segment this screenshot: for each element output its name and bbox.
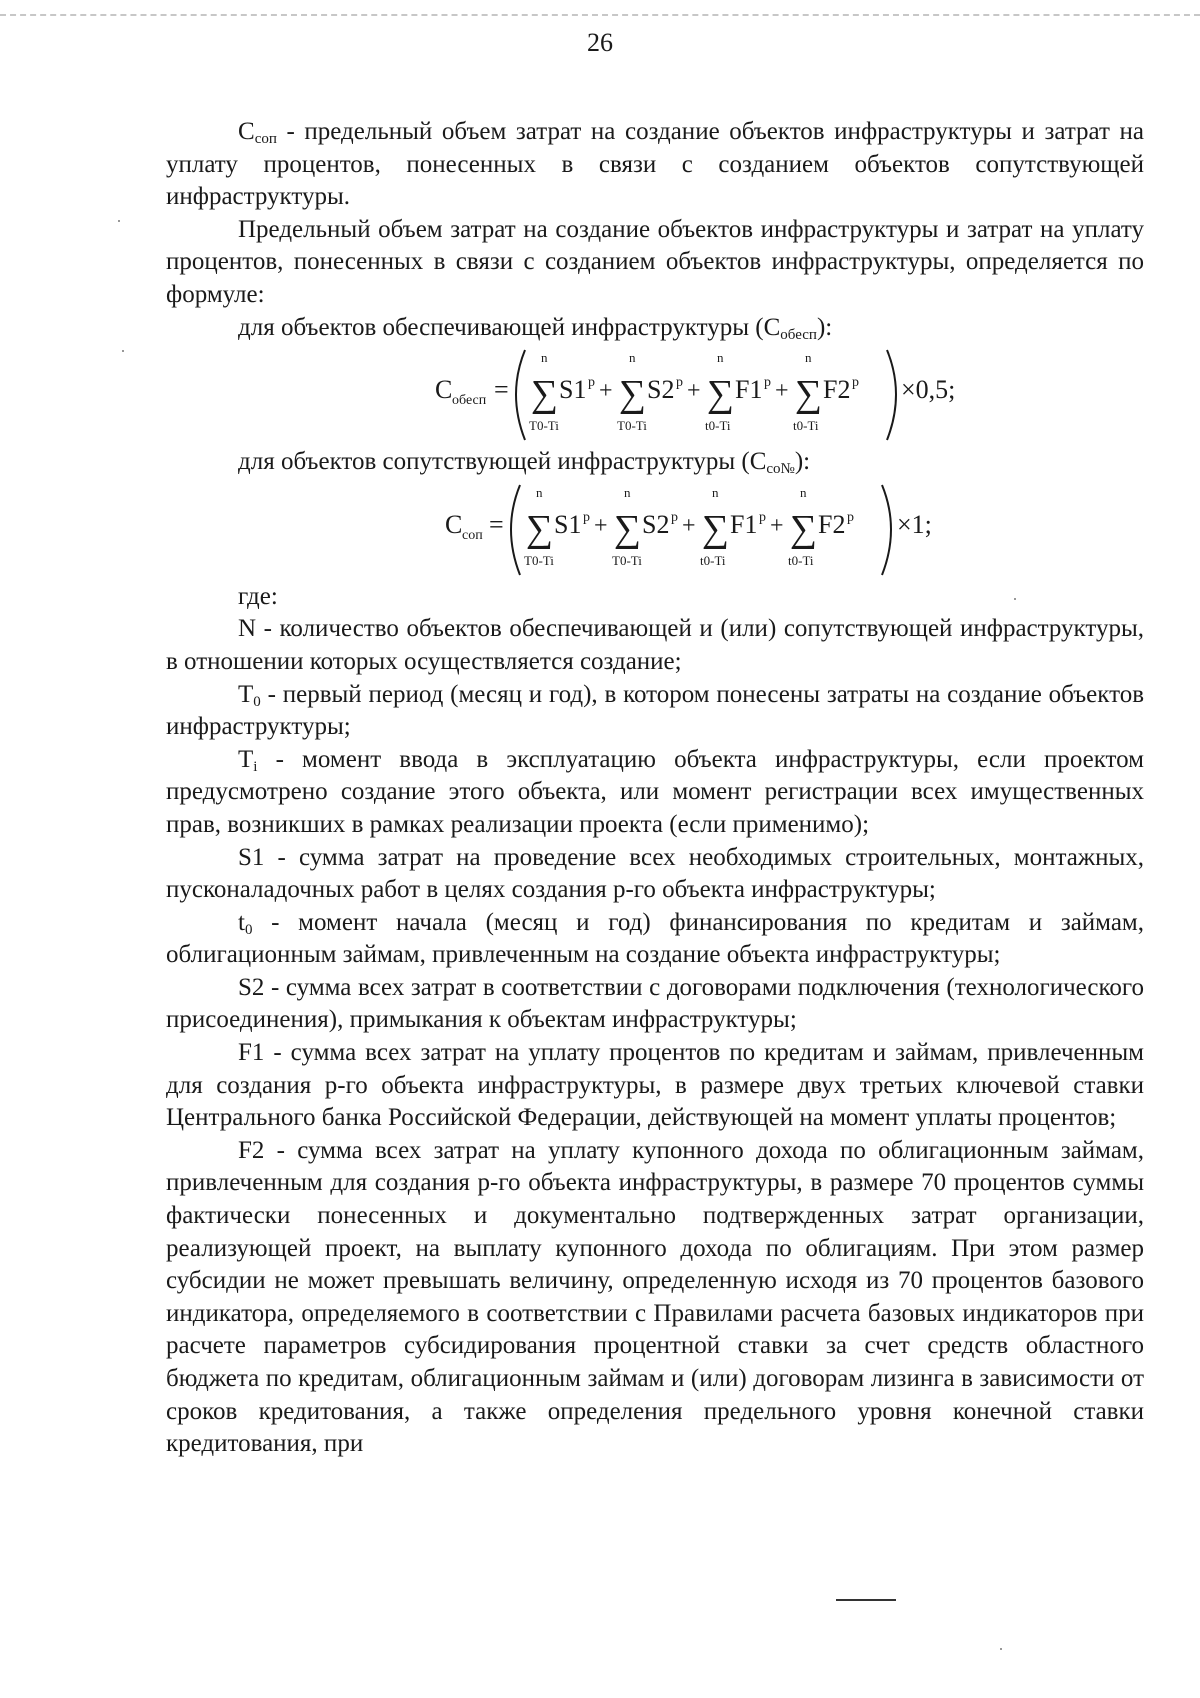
definition-text: - момент начала (месяц и год) финансирования по кредитам и займам, облигационным займам, привлеченным на создание объекта инфраструктуры;: [166, 908, 1144, 969]
sum-lower-limit: t0-Ti: [705, 418, 731, 434]
formula-left-paren: [511, 485, 520, 575]
formula-lhs: C: [445, 509, 463, 539]
sum-variable: S2: [642, 509, 670, 539]
definition-text: - момент ввода в эксплуатацию объекта инфраструктуры, если проектом предусмотрено создание этого объекта, или момент регистрации всех имущественных прав, возникших в рамках реализации проекта (если применимо);: [166, 745, 1144, 838]
definition-symbol: t: [238, 908, 245, 936]
definition-symbol: S1: [238, 843, 265, 871]
definition-symbol: N: [238, 615, 257, 643]
label-obesp: [166, 312, 1144, 345]
sum-lower-limit: t0-Ti: [700, 552, 726, 568]
scan-speck: [118, 220, 120, 222]
plus-sign: +: [775, 378, 789, 405]
definition-item: [166, 613, 1144, 678]
sum-variable-superscript: p: [852, 375, 859, 391]
definition-item: [166, 842, 1144, 907]
plus-sign: +: [687, 378, 701, 405]
definition-symbol: F1: [238, 1039, 265, 1067]
formula-obesp-svg: [435, 346, 955, 444]
formula-intro-paragraph: Предельный объем затрат на создание объектов инфраструктуры и затрат на уплату процентов, понесенных в связи с созданием объектов инфраструктуры, определяется по формуле:: [166, 215, 1144, 308]
sum-variable: F2: [823, 375, 851, 405]
scan-speck: [1000, 1648, 1002, 1650]
label-obesp-tail: ):: [816, 313, 833, 341]
sum-lower-limit: T0-Ti: [612, 552, 642, 568]
definition-symbol-subscript: 0: [253, 693, 261, 710]
definition-item: [166, 972, 1144, 1037]
definition-text: - количество объектов обеспечивающей и (или) сопутствующей инфраструктуры, в отношении которых осуществляется создание;: [166, 615, 1144, 675]
definition-symbol-subscript: i: [253, 758, 258, 775]
definition-item: [166, 1037, 1144, 1135]
sum-lower-limit: t0-Ti: [793, 418, 819, 434]
formula-sop: [246, 479, 1144, 581]
sum-lower-limit: T0-Ti: [617, 418, 647, 434]
sum-upper-limit: n: [805, 350, 812, 366]
sum-upper-limit: n: [717, 350, 724, 366]
definition-text: - сумма всех затрат на уплату купонного дохода по облигационным займам, привлеченным для создания p-го объекта инфраструктуры, в размере 70 процентов суммы фактически понесенных и документально подтвержденных затрат организации, реализующей проект, на выплату купонного дохода по облигациям. При этом размер субсидии не может превышать величину, определенную исходя из 70 процентов базового индикатора, определяемого в соответствии с Правилами расчета базовых индикаторов при расчете параметров субсидирования процентной ставки за счет средств областного бюджета по кредитам, облигационным займам и (или) договорам лизинга в зависимости от сроков кредитования, а также определения предельного уровня конечной ставки кредитования, при: [166, 1136, 1144, 1458]
definition-text: - сумма затрат на проведение всех необходимых строительных, монтажных, пусконаладочных работ в целях создания p-го объекта инфраструктуры;: [166, 843, 1144, 904]
where-label: где:: [238, 582, 278, 610]
sum-upper-limit: n: [800, 484, 807, 500]
plus-sign: +: [682, 512, 696, 539]
sum-sign: ∑: [526, 507, 554, 550]
formula-obesp: [246, 344, 1144, 446]
formula-multiplier: ×1;: [897, 509, 932, 539]
sum-upper-limit: n: [629, 350, 636, 366]
sum-sign: ∑: [790, 507, 818, 550]
formula-lhs-subscript: соп: [462, 527, 483, 543]
sum-variable-superscript: p: [764, 375, 771, 391]
formula-multiplier: ×0,5;: [901, 375, 956, 405]
csop-symbol: C: [238, 118, 255, 145]
formula-terms: [524, 485, 854, 568]
definition-symbol: T: [238, 745, 254, 773]
sum-upper-limit: n: [712, 484, 719, 500]
label-sop-text: для объектов сопутствующей инфраструктуры (C: [238, 448, 767, 476]
sum-sign: ∑: [707, 373, 735, 416]
formula-terms: [529, 350, 859, 433]
sum-lower-limit: T0-Ti: [524, 552, 554, 568]
definition-text: - сумма всех затрат в соответствии с договорами подключения (технологического присоединения), примыкания к объектам инфраструктуры;: [166, 973, 1144, 1034]
sum-variable-superscript: p: [671, 509, 678, 525]
sum-variable: S2: [647, 375, 675, 405]
plus-sign: +: [599, 378, 613, 405]
page-number: 26: [587, 28, 613, 57]
sum-variable-superscript: p: [847, 509, 854, 525]
csop-symbol-subscript: соп: [254, 131, 277, 147]
label-sop-subscript: со№: [766, 461, 795, 478]
label-sop: [166, 446, 1144, 479]
sum-variable: F1: [735, 375, 763, 405]
sum-variable: F1: [730, 509, 758, 539]
definition-text: - первый период (месяц и год), в котором понесены затраты на создание объектов инфраструктуры;: [166, 680, 1144, 741]
sum-lower-limit: t0-Ti: [788, 552, 814, 568]
label-obesp-subscript: обесп: [780, 326, 817, 343]
definition-symbol: F2: [238, 1136, 265, 1164]
definition-symbol-subscript: 0: [244, 921, 253, 938]
definition-text: - сумма всех затрат на уплату процентов по кредитам и займам, привлеченным для создания p-го объекта инфраструктуры, в размере двух третьих ключевой ставки Центрального банка Российской Федерации, действующей на момент уплаты процентов;: [166, 1039, 1144, 1132]
sum-variable: S1: [554, 509, 582, 539]
scan-speck: [1014, 598, 1016, 600]
definition-symbol: S2: [238, 973, 265, 1001]
sum-upper-limit: n: [541, 350, 548, 366]
sum-variable: S1: [559, 375, 587, 405]
definition-item: [166, 679, 1144, 744]
definition-symbol: T: [238, 680, 254, 708]
formula-equals: =: [494, 375, 509, 405]
sum-variable: F2: [818, 509, 846, 539]
scan-speck: [122, 350, 124, 352]
footer-dash: [836, 1599, 896, 1601]
sum-variable-superscript: p: [676, 375, 683, 391]
formula-lhs: C: [435, 375, 453, 405]
formula-equals: =: [489, 509, 504, 539]
sum-upper-limit: n: [536, 484, 543, 500]
sum-variable-superscript: p: [588, 375, 595, 391]
sum-lower-limit: T0-Ti: [529, 418, 559, 434]
formula-right-paren: [887, 350, 896, 440]
sum-variable-superscript: p: [583, 509, 590, 525]
sum-sign: ∑: [614, 507, 642, 550]
sum-sign: ∑: [531, 373, 559, 416]
formula-right-paren: [882, 485, 891, 575]
sum-upper-limit: n: [624, 484, 631, 500]
formula-left-paren: [516, 350, 525, 440]
document-body: [166, 116, 1144, 1461]
definitions-list: [166, 613, 1144, 1460]
sum-sign: ∑: [795, 373, 823, 416]
formula-sop-svg: [445, 481, 945, 579]
label-obesp-text: для объектов обеспечивающей инфраструктуры (C: [238, 313, 781, 341]
label-sop-tail: ):: [794, 448, 811, 476]
csop-definition: [166, 116, 1144, 214]
definition-item: [166, 1135, 1144, 1461]
definition-item: [166, 907, 1144, 972]
plus-sign: +: [770, 512, 784, 539]
plus-sign: +: [594, 512, 608, 539]
sum-sign: ∑: [702, 507, 730, 550]
definition-item: [166, 744, 1144, 842]
sum-variable-superscript: p: [759, 509, 766, 525]
formula-lhs-subscript: обесп: [452, 393, 487, 409]
scan-edge-artifact: [0, 14, 1200, 16]
sum-sign: ∑: [619, 373, 647, 416]
csop-definition-text: - предельный объем затрат на создание объектов инфраструктуры и затрат на уплату процентов, понесенных в связи с созданием объектов сопутствующей инфраструктуры.: [166, 118, 1144, 211]
